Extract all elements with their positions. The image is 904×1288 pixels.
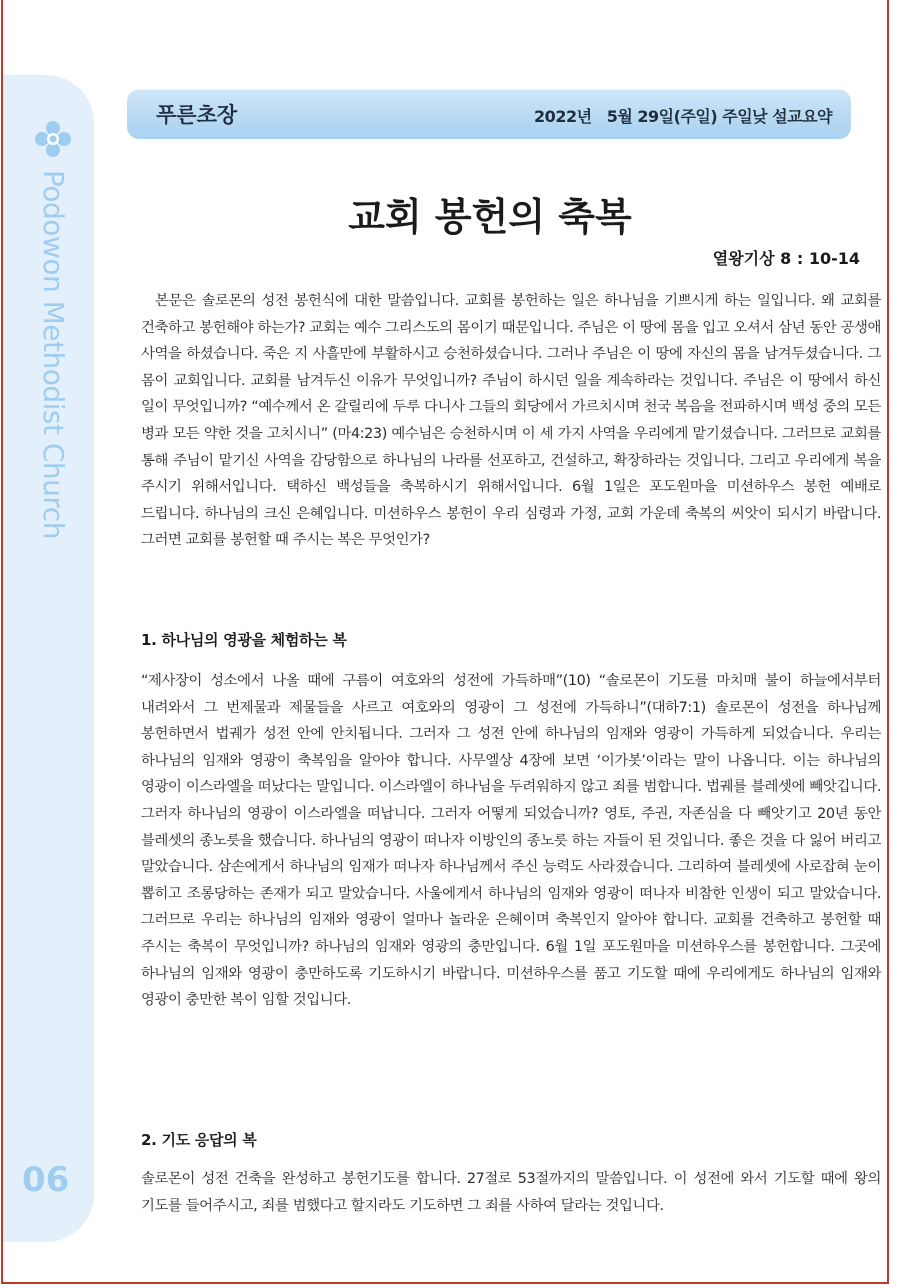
church-name-vertical: Podowon Methodist Church — [37, 170, 70, 539]
scripture-reference: 열왕기상 8 : 10-14 — [712, 249, 860, 268]
page-number: 06 — [22, 1160, 70, 1200]
section-heading-1: 1. 하나님의 영광을 체험하는 복 — [141, 631, 347, 649]
sermon-title: 교회 봉헌의 축복 — [348, 194, 632, 239]
cross-flower-icon — [34, 120, 72, 158]
sermon-date: 2022년 5월 29일(주일) 주일낮 설교요약 — [534, 107, 832, 126]
section-paragraph-2: 솔로몬이 성전 건축을 완성하고 봉헌기도를 합니다. 27절로 53절까지의 말씀입니다. 이 성전에 와서 기도할 때에 왕의 기도를 들어주시고, 죄를 범했다고 할지라도 기도하면 그 죄를 사하여 달라는 것입니다. — [141, 1171, 881, 1214]
column-label: 푸른초장 — [156, 103, 238, 127]
intro-paragraph: 본문은 솔로몬의 성전 봉헌식에 대한 말씀입니다. 교회를 봉헌하는 일은 하나님을 기쁘시게 하는 일입니다. 왜 교회를 건축하고 봉헌해야 하는가? 교회는 예수 그리스도의 몸이기 때문입니다. 주님은 이 땅에 몸을 입고 오셔서 삼년 동안 공생애 사역을 하셨습니다. 죽은 지 사흘만에 부활하시고 승천하셨습니다. 그러나 주님은 이 땅에 자신의 몸을 남겨두셨습니다. 그 몸이 교회입니다. 교회를 남겨두신 이유가 무엇입니까? 주님이 하시던 일을 계속하라는 것입니다. 주님은 이 땅에서 하신 일이 무엇입니까? “예수께서 온 갈릴리에 두루 다니사 그들의 회당에서 가르치시며 천국 복음을 전파하시며 백성 중의 모든 병과 모든 약한 것을 고치시니” (마4:23) 예수님은 승천하시며 이 세 가지 사역을 우리에게 맡기셨습니다. 그러므로 교회를 통해 주님이 맡기신 사역을 감당함으로 하나님의 나라를 선포하고, 건설하고, 확장하라는 것입니다. 그리고 우리에게 복을 주시기 위해서입니다. 택하신 백성들을 축복하시기 위해서입니다. 6월 1일은 포도원마을 미션하우스 봉헌 예배로 드립니다. 하나님의 크신 은혜입니다. 미션하우스 봉헌이 우리 심령과 가정, 교회 가운데 축복의 씨앗이 되시기 바랍니다. 그러면 교회를 봉헌할 때 주시는 복은 무엇인가? — [141, 293, 881, 549]
section-heading-2: 2. 기도 응답의 복 — [141, 1131, 257, 1149]
section-paragraph-1: “제사장이 성소에서 나올 때에 구름이 여호와의 성전에 가득하매”(10) “솔로몬이 기도를 마치매 불이 하늘에서부터 내려와서 그 번제물과 제물들을 사르고 여호와의 영광이 그 성전에 가득하니”(대하7:1) 솔로몬이 성전을 하나님께 봉헌하면서 법궤가 성전 안에 안치됩니다. 그러자 그 성전 안에 하나님의 임재와 영광이 가득하게 되었습니다. 우리는 하나님의 임재와 영광이 축복임을 알아야 합니다. 사무엘상 4장에 보면 ‘이가봇’이라는 말이 나옵니다. 이는 하나님의 영광이 이스라엘을 떠났다는 말입니다. 이스라엘이 하나님을 두려워하지 않고 죄를 범합니다. 법궤를 블레셋에 빼앗깁니다. 그러자 하나님의 영광이 이스라엘을 떠납니다. 그러자 어떻게 되었습니까? 영토, 주권, 자존심을 다 빼앗기고 20년 동안 블레셋의 종노릇을 했습니다. 하나님의 영광이 떠나자 이방인의 종노릇 하는 자들이 된 것입니다. 좋은 것을 다 잃어 버리고 말았습니다. 삼손에게서 하나님의 임재가 떠나자 하나님께서 주신 능력도 사라졌습니다. 그리하여 블레셋에 사로잡혀 눈이 뽑히고 조롱당하는 존재가 되고 말았습니다. 사울에게서 하나님의 임재와 영광이 떠나자 비참한 인생이 되고 말았습니다. 그러므로 우리는 하나님의 임재와 영광이 얼마나 놀라운 은혜이며 축복인지 알아야 합니다. 교회를 건축하고 봉헌할 때 주시는 축복이 무엇입니까? 하나님의 임재와 영광의 충만입니다. 6월 1일 포도원마을 미션하우스를 봉헌합니다. 그곳에 하나님의 임재와 영광이 충만하도록 기도하시기 바랍니다. 미션하우스를 품고 기도할 때에 우리에게도 하나님의 임재와 영광이 충만한 복이 임할 것입니다. — [141, 673, 881, 1009]
